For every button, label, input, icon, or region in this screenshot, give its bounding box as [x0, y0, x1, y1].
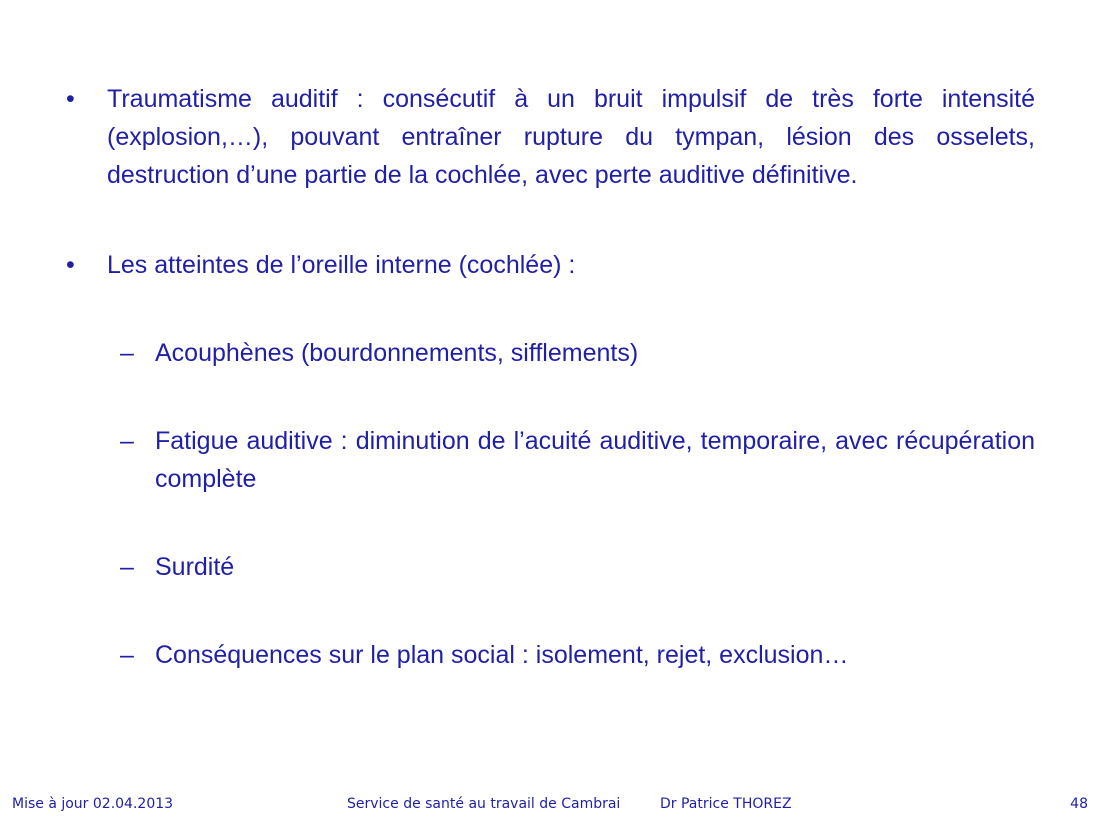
- slide-content: [60, 80, 1035, 674]
- bullet-marker: •: [66, 85, 75, 113]
- bullet-text: Traumatisme auditif : consécutif à un bruit impulsif de très forte intensité (explosion,…), pouvant entraîner rupture du tympan, lésion des osselets, destruction d’une partie de la cochlée, avec perte auditive définitive.: [107, 85, 1035, 189]
- sub-item-text: Surdité: [155, 553, 235, 581]
- bullet-item-atteintes: [60, 246, 1035, 284]
- slide-footer: [0, 790, 1100, 820]
- dash-marker: –: [120, 553, 134, 581]
- bullet-text: Les atteintes de l’oreille interne (cochlée) :: [107, 251, 576, 279]
- sub-list: [60, 334, 1035, 674]
- bullet-marker: •: [66, 251, 75, 279]
- bullet-item-traumatisme: [60, 80, 1035, 194]
- footer-page-number: 48: [1070, 796, 1088, 812]
- sub-item-fatigue: [120, 422, 1035, 498]
- footer-author: Dr Patrice THOREZ: [660, 796, 792, 812]
- dash-marker: –: [120, 641, 134, 669]
- dash-marker: –: [120, 427, 134, 455]
- sub-item-acouphenes: [120, 334, 1035, 372]
- footer-date: Mise à jour 02.04.2013: [12, 796, 174, 812]
- footer-service: Service de santé au travail de Cambrai: [347, 796, 621, 812]
- sub-item-text: Fatigue auditive : diminution de l’acuité auditive, temporaire, avec récupération complète: [155, 427, 1035, 493]
- dash-marker: –: [120, 339, 134, 367]
- sub-item-text: Conséquences sur le plan social : isolement, rejet, exclusion…: [155, 641, 849, 669]
- sub-item-consequences: [120, 636, 1035, 674]
- sub-item-surdite: [120, 548, 1035, 586]
- sub-item-text: Acouphènes (bourdonnements, sifflements): [155, 339, 639, 367]
